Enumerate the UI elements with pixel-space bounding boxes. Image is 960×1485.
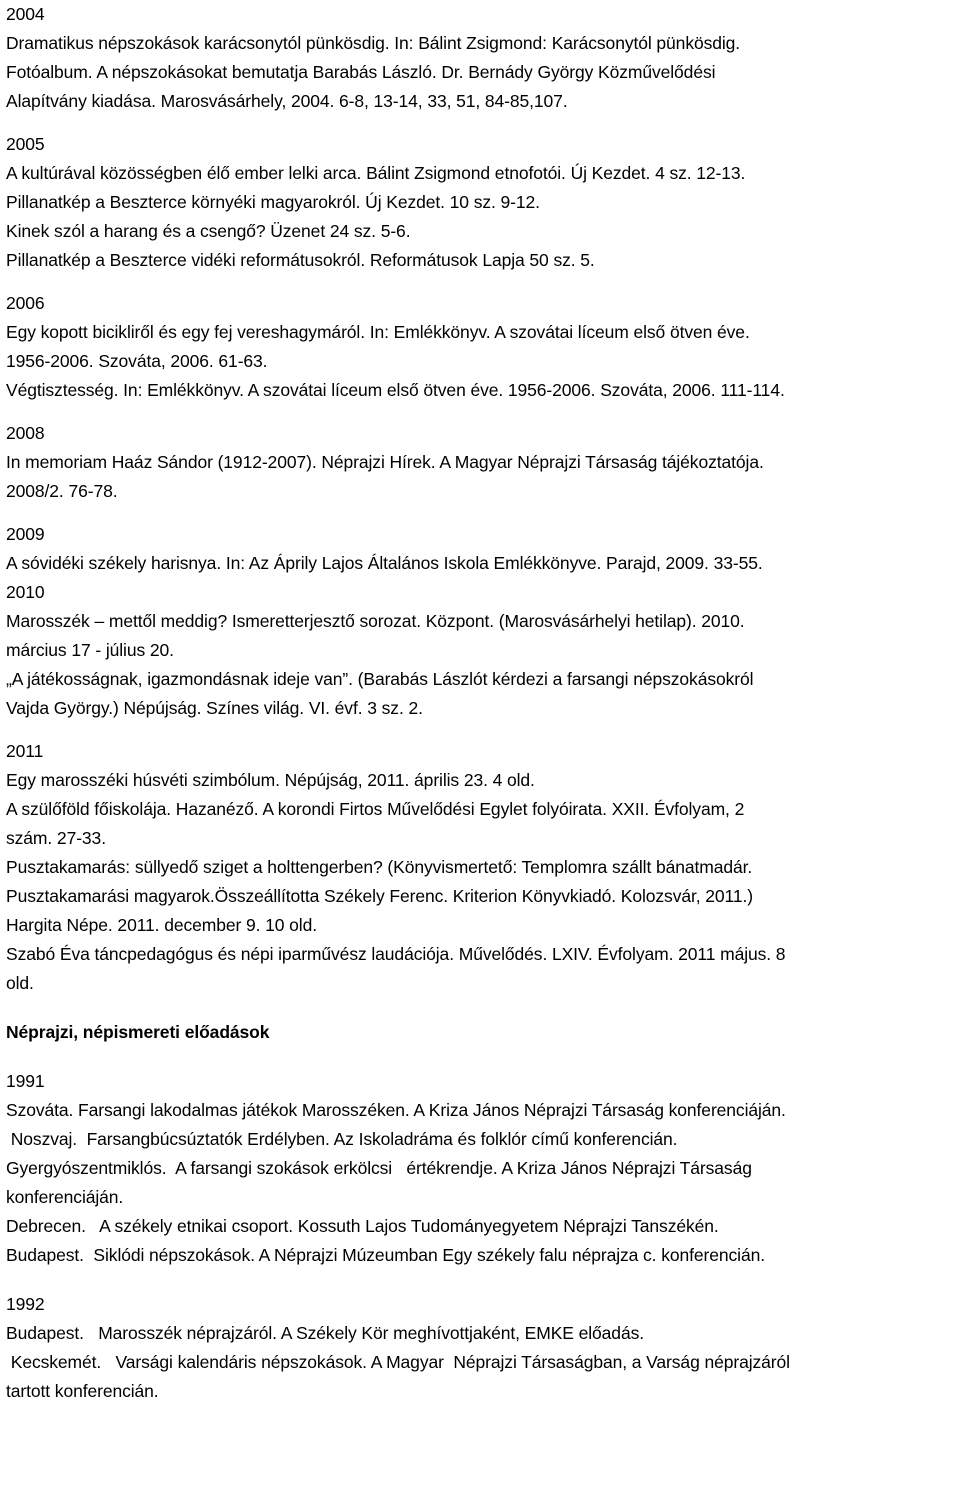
bibliography-entry: In memoriam Haáz Sándor (1912-2007). Néprajzi Hírek. A Magyar Néprajzi Társaság tájékoztatója. — [6, 452, 764, 472]
year-heading-2004: 2004 — [6, 4, 45, 24]
bibliography-entry: Egy kopott bicikliről és egy fej vereshagymáról. In: Emlékkönyv. A szovátai líceum első ötven éve. — [6, 322, 750, 342]
document-page — [6, 0, 956, 1406]
spacer — [6, 998, 956, 1018]
spacer — [6, 1047, 956, 1067]
bibliography-entry: Egy marosszéki húsvéti szimbólum. Népújság, 2011. április 23. 4 old. — [6, 770, 535, 790]
lecture-entry: Gyergyószentmiklós. A farsangi szokások erkölcsi értékrendje. A Kriza János Néprajzi Társaság — [6, 1158, 752, 1178]
spacer — [6, 275, 956, 289]
year-heading-1992: 1992 — [6, 1294, 45, 1314]
bibliography-entry: Fotóalbum. A népszokásokat bemutatja Barabás László. Dr. Bernády György Közművelődési — [6, 62, 716, 82]
bibliography-entry: Dramatikus népszokások karácsonytól pünkösdig. In: Bálint Zsigmond: Karácsonytól pünkösdig. — [6, 33, 741, 53]
bibliography-entry: old. — [6, 973, 34, 993]
year-heading-1991: 1991 — [6, 1071, 45, 1091]
lecture-entry: tartott konferencián. — [6, 1381, 159, 1401]
lecture-entry: Budapest. Siklódi népszokások. A Néprajzi Múzeumban Egy székely falu néprajza c. konferencián. — [6, 1245, 765, 1265]
year-heading-2008: 2008 — [6, 423, 45, 443]
bibliography-entry: Alapítvány kiadása. Marosvásárhely, 2004. 6-8, 13-14, 33, 51, 84-85,107. — [6, 91, 568, 111]
year-heading-2006: 2006 — [6, 293, 45, 313]
year-heading-2010: 2010 — [6, 582, 45, 602]
bibliography-entry: Vajda György.) Népújság. Színes világ. VI. évf. 3 sz. 2. — [6, 698, 423, 718]
bibliography-entry: március 17 - július 20. — [6, 640, 174, 660]
bibliography-entry: Pusztakamarási magyarok.Összeállította Székely Ferenc. Kriterion Könyvkiadó. Kolozsvár, 2011.) — [6, 886, 753, 906]
lecture-entry: Noszvaj. Farsangbúcsúztatók Erdélyben. Az Iskoladráma és folklór című konferencián. — [6, 1129, 678, 1149]
bibliography-entry: Végtisztesség. In: Emlékkönyv. A szovátai líceum első ötven éve. 1956-2006. Szováta, 2006. 111-114. — [6, 380, 785, 400]
lecture-entry: Debrecen. A székely etnikai csoport. Kossuth Lajos Tudományegyetem Néprajzi Tanszékén. — [6, 1216, 719, 1236]
bibliography-entry: A szülőföld főiskolája. Hazanéző. A korondi Firtos Művelődési Egylet folyóirata. XXII. Évfolyam, 2 — [6, 799, 745, 819]
bibliography-entry: 2008/2. 76-78. — [6, 481, 118, 501]
bibliography-entry: Pusztakamarás: süllyedő sziget a holttengerben? (Könyvismertető: Templomra szállt bánatmadár. — [6, 857, 753, 877]
bibliography-entry: Szabó Éva táncpedagógus és népi iparművész laudációja. Művelődés. LXIV. Évfolyam. 2011 május. 8 — [6, 944, 786, 964]
spacer — [6, 116, 956, 130]
spacer — [6, 405, 956, 419]
bibliography-entry: Pillanatkép a Beszterce környéki magyarokról. Új Kezdet. 10 sz. 9-12. — [6, 192, 540, 212]
bibliography-entry: Marosszék – mettől meddig? Ismeretterjesztő sorozat. Központ. (Marosvásárhelyi hetilap). 2010. — [6, 611, 745, 631]
year-heading-2005: 2005 — [6, 134, 45, 154]
bibliography-entry: 1956-2006. Szováta, 2006. 61-63. — [6, 351, 268, 371]
bibliography-entry: Kinek szól a harang és a csengő? Üzenet 24 sz. 5-6. — [6, 221, 411, 241]
bibliography-entry: szám. 27-33. — [6, 828, 106, 848]
year-heading-2011: 2011 — [6, 741, 44, 761]
bibliography-entry: Hargita Népe. 2011. december 9. 10 old. — [6, 915, 317, 935]
bibliography-entry: Pillanatkép a Beszterce vidéki reformátusokról. Reformátusok Lapja 50 sz. 5. — [6, 250, 595, 270]
bibliography-entry: A sóvidéki székely harisnya. In: Az Áprily Lajos Általános Iskola Emlékkönyve. Parajd, 2009. 33-55. — [6, 553, 763, 573]
spacer — [6, 506, 956, 520]
bibliography-entry: A kultúrával közösségben élő ember lelki arca. Bálint Zsigmond etnofotói. Új Kezdet. 4 sz. 12-13. — [6, 163, 746, 183]
year-heading-2009: 2009 — [6, 524, 45, 544]
lecture-entry: konferenciáján. — [6, 1187, 124, 1207]
spacer — [6, 723, 956, 737]
section-heading: Néprajzi, népismereti előadások — [6, 1022, 270, 1042]
bibliography-entry: „A játékosságnak, igazmondásnak ideje van”. (Barabás Lászlót kérdezi a farsangi népszokásokról — [6, 669, 754, 689]
lecture-entry: Budapest. Marosszék néprajzáról. A Székely Kör meghívottjaként, EMKE előadás. — [6, 1323, 644, 1343]
spacer — [6, 1270, 956, 1290]
lecture-entry: Kecskemét. Varsági kalendáris népszokások. A Magyar Néprajzi Társaságban, a Varság néprajzáról — [6, 1352, 790, 1372]
lecture-entry: Szováta. Farsangi lakodalmas játékok Marosszéken. A Kriza János Néprajzi Társaság konferenciáján. — [6, 1100, 786, 1120]
